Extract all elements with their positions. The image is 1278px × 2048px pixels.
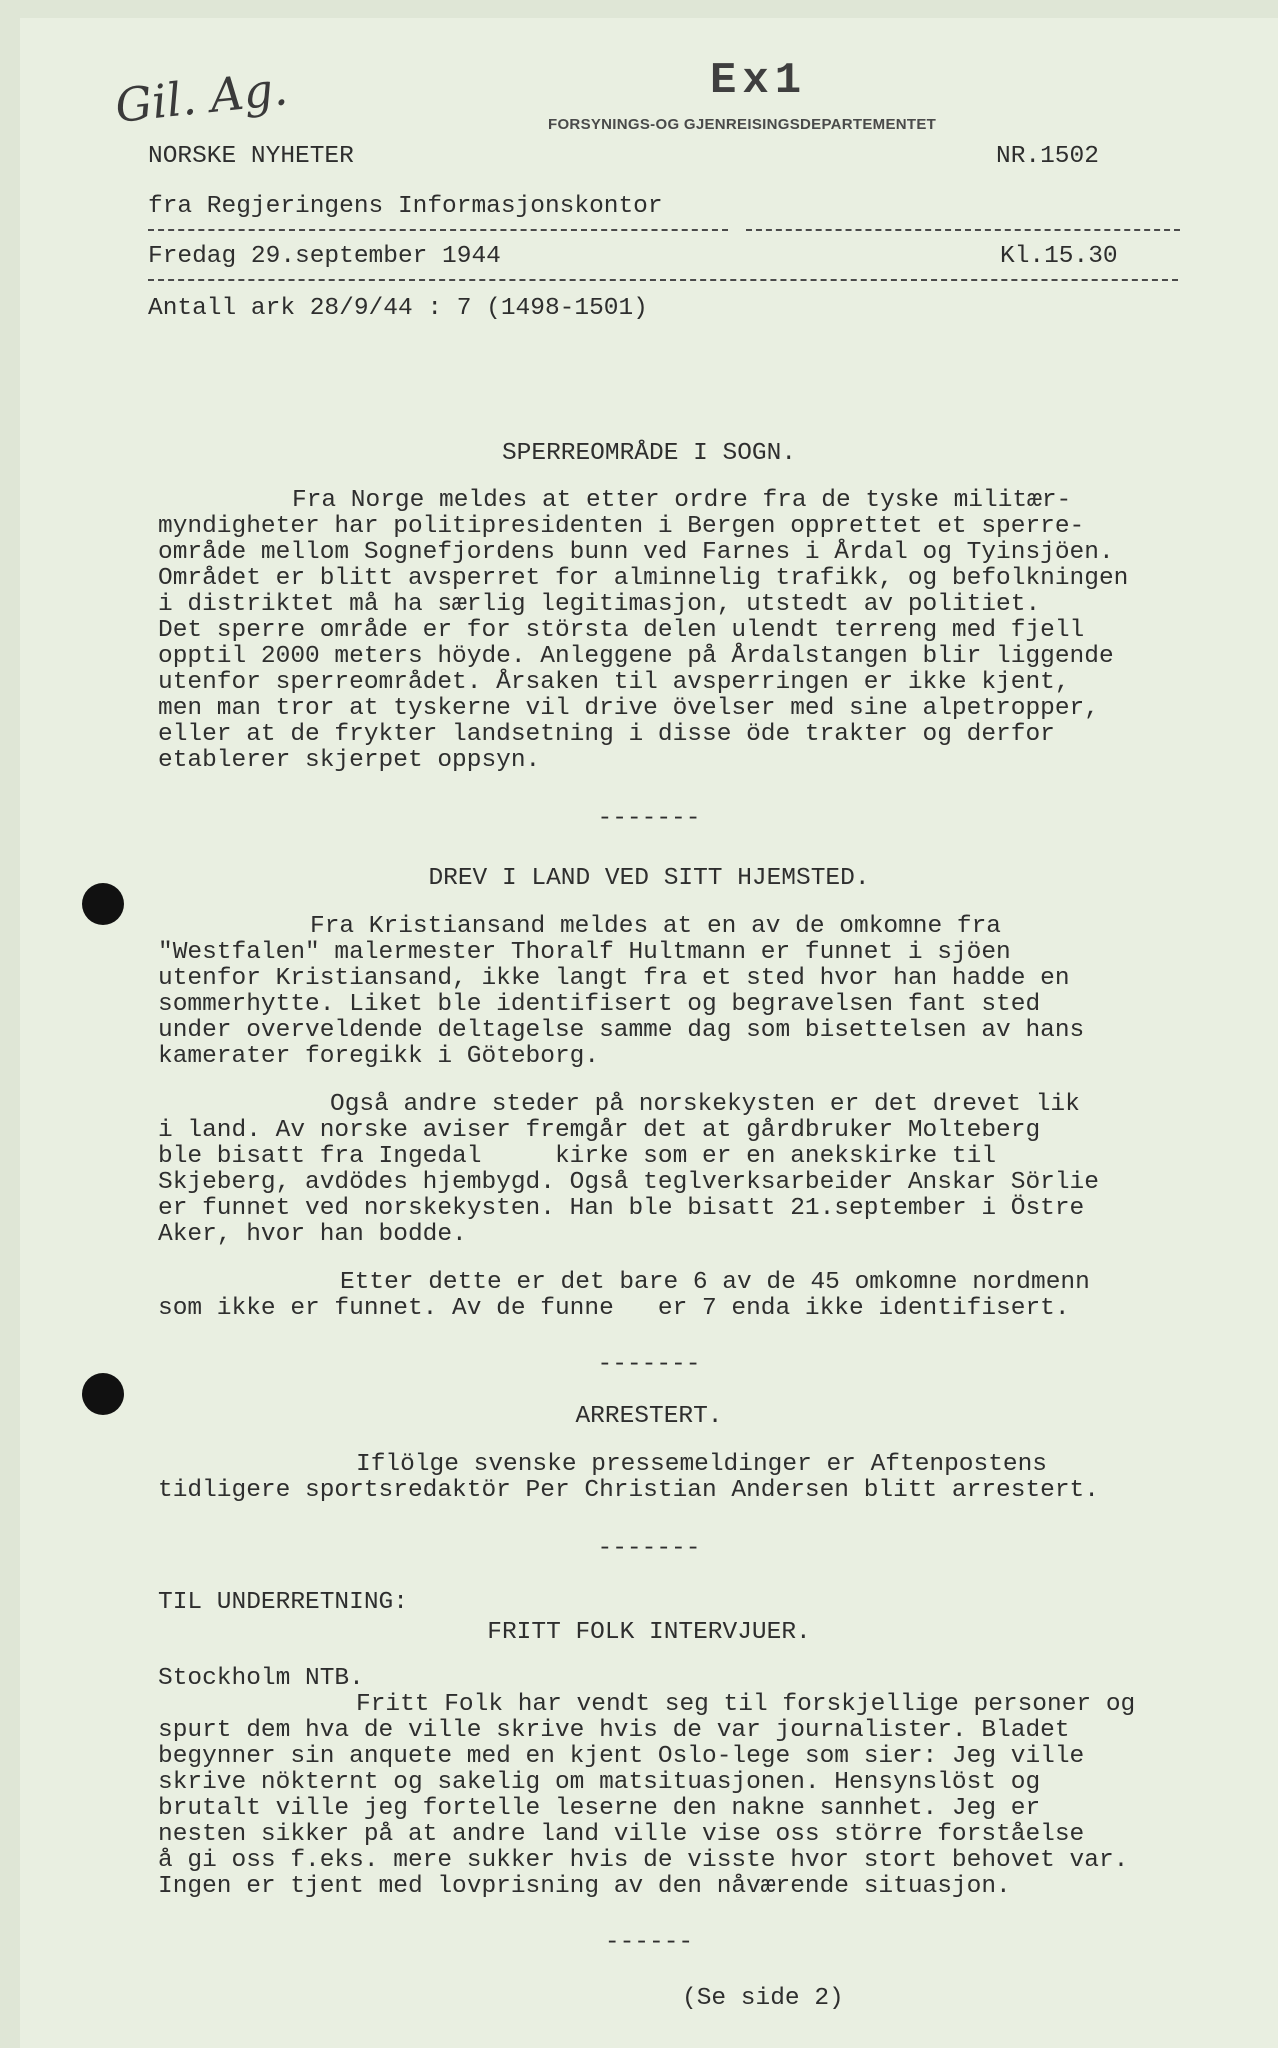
body-line: opptil 2000 meters höyde. Anleggene på Årdalstangen blir liggende	[158, 643, 1114, 670]
header-rule	[148, 279, 1178, 281]
body-line: Aker, hvor han bodde.	[158, 1221, 467, 1248]
body-line: men man tror at tyskerne vil drive övelser med sine alpetropper,	[158, 695, 1099, 722]
body-line: spurt dem hva de ville skrive hvis de var journalister. Bladet	[158, 1717, 1070, 1744]
sheet-count: Antall ark 28/9/44 : 7 (1498-1501)	[148, 295, 648, 322]
article-title: ARRESTERT.	[575, 1403, 723, 1430]
body-line: i land. Av norske aviser fremgår det at gårdbruker Molteberg	[158, 1117, 1041, 1144]
header-rule	[148, 229, 728, 231]
continued-note: (Se side 2)	[682, 1985, 844, 2012]
ex-stamp: Ex1	[710, 56, 808, 106]
publication-name: NORSKE NYHETER	[148, 143, 354, 170]
body-line: brutalt ville jeg fortelle leserne den nakne sannhet. Jeg er	[158, 1795, 1041, 1822]
body-line: under overveldende deltagelse samme dag som bisettelsen av hans	[158, 1017, 1085, 1044]
date-line: Fredag 29.september 1944	[148, 243, 501, 270]
dateline: Stockholm NTB.	[158, 1665, 364, 1692]
separator: -------	[597, 1535, 701, 1562]
body-line: skrive nökternt og sakelig om matsituasjonen. Hensynslöst og	[158, 1769, 1041, 1796]
body-line: tidligere sportsredaktör Per Christian Andersen blitt arrestert.	[158, 1477, 1099, 1504]
body-line: sommerhytte. Liket ble identifisert og begravelsen fant sted	[158, 991, 1041, 1018]
body-line: Fra Norge meldes at etter ordre fra de tyske militær-	[292, 487, 1072, 514]
body-line: begynner sin anquete med en kjent Oslo-lege som sier: Jeg ville	[158, 1743, 1085, 1770]
body-line: Etter dette er det bare 6 av de 45 omkomne nordmenn	[340, 1269, 1090, 1296]
article-title: FRITT FOLK INTERVJUER.	[487, 1619, 811, 1646]
body-line: myndigheter har politipresidenten i Bergen opprettet et sperre-	[158, 513, 1085, 540]
issue-number: NR.1502	[996, 143, 1099, 170]
article-title: SPERREOMRÅDE I SOGN.	[501, 440, 797, 467]
body-line: Området er blitt avsperret for alminnelig trafikk, og befolkningen	[158, 565, 1129, 592]
body-line: utenfor Kristiansand, ikke langt fra et sted hvor han hadde en	[158, 965, 1070, 992]
body-line: område mellom Sognefjordens bunn ved Farnes i Årdal og Tyinsjöen.	[158, 539, 1114, 566]
time-line: Kl.15.30	[1000, 243, 1118, 270]
separator: -------	[597, 1351, 701, 1378]
article-title: DREV I LAND VED SITT HJEMSTED.	[428, 865, 870, 892]
body-line: som ikke er funnet. Av de funne er 7 enda ikke identifisert.	[158, 1295, 1070, 1322]
separator: ------	[604, 1929, 694, 1956]
body-line: Fritt Folk har vendt seg til forskjellige personer og	[356, 1691, 1136, 1718]
body-line: Skjeberg, avdödes hjembygd. Også teglverksarbeider Anskar Sörlie	[158, 1169, 1099, 1196]
body-line: eller at de frykter landsetning i disse öde trakter og derfor	[158, 721, 1055, 748]
handwritten-signature: Gil. Ag.	[112, 61, 291, 133]
body-line: etablerer skjerpet oppsyn.	[158, 747, 541, 774]
body-line: Iflölge svenske pressemeldinger er Aftenpostens	[356, 1451, 1048, 1478]
body-line: Det sperre område er for största delen ulendt terreng med fjell	[158, 617, 1085, 644]
separator: -------	[597, 805, 701, 832]
document-page	[20, 18, 1278, 2048]
body-line: å gi oss f.eks. mere sukker hvis de visste hvor stort behovet var.	[158, 1847, 1129, 1874]
body-line: kamerater foregikk i Göteborg.	[158, 1043, 600, 1070]
body-line: "Westfalen" malermester Thoralf Hultmann er funnet i sjöen	[158, 939, 1011, 966]
body-line: i distriktet må ha særlig legitimasjon, utstedt av politiet.	[158, 591, 1041, 618]
section-label: TIL UNDERRETNING:	[158, 1589, 408, 1616]
source-line: fra Regjeringens Informasjonskontor	[148, 193, 663, 220]
body-line: nesten sikker på at andre land ville vise oss större forståelse	[158, 1821, 1085, 1848]
body-line: utenfor sperreområdet. Årsaken til avsperringen er ikke kjent,	[158, 669, 1070, 696]
body-line: er funnet ved norskekysten. Han ble bisatt 21.september i Östre	[158, 1195, 1085, 1222]
body-line: Også andre steder på norskekysten er det drevet lik	[330, 1091, 1080, 1118]
body-line: Ingen er tjent med lovprisning av den nåværende situasjon.	[158, 1873, 1011, 1900]
department-stamp: FORSYNINGS-OG GJENREISINGSDEPARTEMENTET	[548, 116, 937, 133]
body-line: ble bisatt fra Ingedal kirke som er en anekskirke til	[158, 1143, 997, 1170]
body-line: Fra Kristiansand meldes at en av de omkomne fra	[310, 913, 1002, 940]
header-rule	[746, 229, 1180, 231]
